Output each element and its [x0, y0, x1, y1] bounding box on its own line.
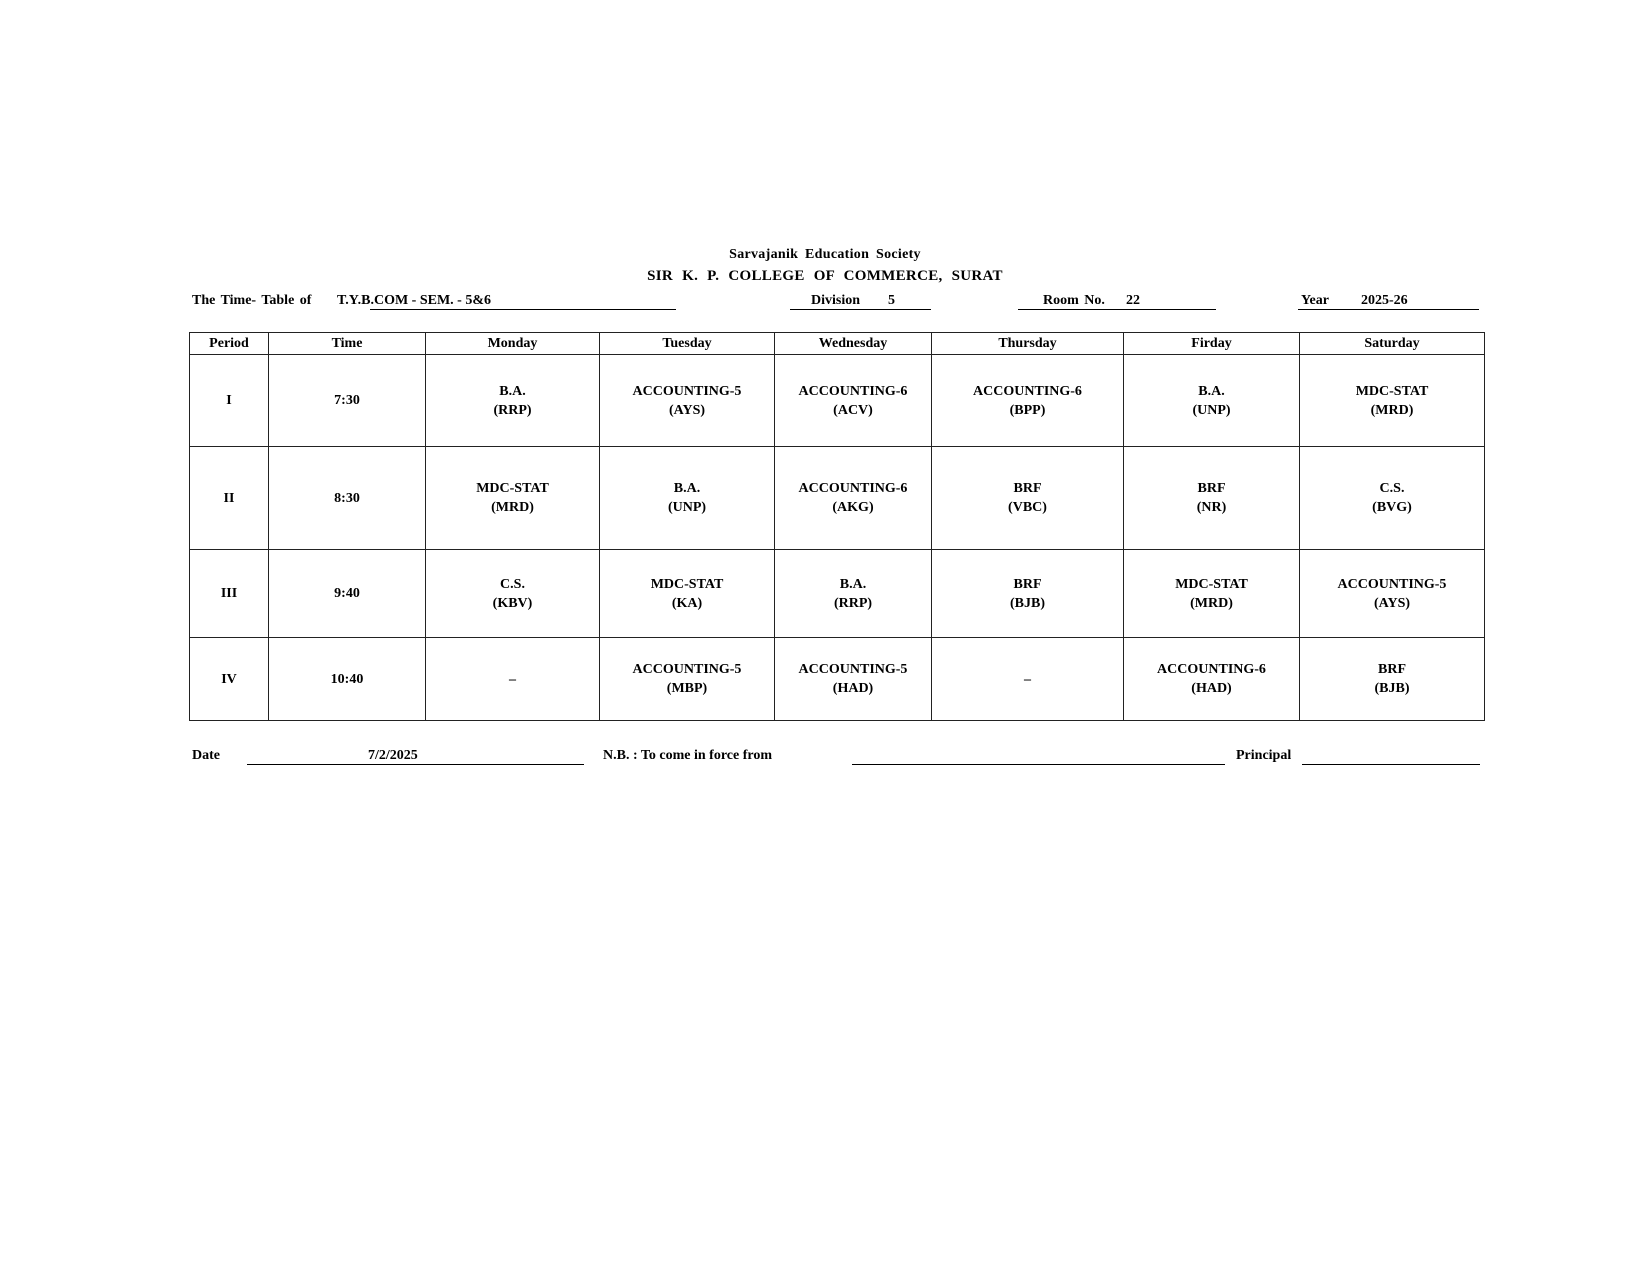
time-cell: 10:40	[269, 638, 426, 721]
timetable-label: The Time- Table of	[192, 293, 312, 308]
schedule-cell	[1124, 447, 1300, 550]
subject: ACCOUNTING-5	[632, 383, 742, 399]
principal-underline	[1302, 764, 1480, 765]
room-value: 22	[1126, 293, 1140, 308]
schedule-cell	[600, 638, 775, 721]
column-header-time: Time	[269, 333, 426, 355]
schedule-cell	[600, 447, 775, 550]
class-underline	[370, 309, 676, 310]
subject: C.S.	[1379, 481, 1405, 496]
table-row	[190, 638, 1485, 721]
subject: ACCOUNTING-5	[798, 662, 908, 677]
subject: BRF	[1013, 481, 1042, 496]
schedule-cell	[600, 355, 775, 447]
faculty: (RRP)	[833, 595, 873, 611]
faculty: (ACV)	[833, 402, 873, 418]
schedule-cell	[1300, 447, 1485, 550]
subject: B.A.	[499, 383, 526, 399]
nb-label: N.B. : To come in force from	[603, 748, 773, 763]
faculty: (MRD)	[1190, 595, 1233, 611]
subject: ACCOUNTING-6	[1157, 662, 1266, 677]
subject: B.A.	[839, 576, 867, 592]
division-label: Division	[811, 293, 861, 308]
date-label: Date	[192, 748, 220, 763]
faculty: (BJB)	[1374, 681, 1410, 696]
table-row	[190, 355, 1485, 447]
subject: ACCOUNTING-6	[973, 383, 1082, 399]
column-header-saturday: Saturday	[1300, 333, 1485, 355]
subject: C.S.	[500, 576, 525, 592]
time-cell: 7:30	[269, 355, 426, 447]
year-label: Year	[1301, 293, 1329, 308]
schedule-cell	[932, 447, 1124, 550]
subject: –	[509, 671, 516, 687]
faculty: (UNP)	[1192, 402, 1231, 418]
schedule-cell	[775, 355, 932, 447]
faculty: (HAD)	[1191, 681, 1232, 696]
schedule-cell	[426, 550, 600, 638]
schedule-cell	[932, 355, 1124, 447]
date-value: 7/2/2025	[368, 748, 418, 763]
column-header-period: Period	[190, 333, 269, 355]
subject: ACCOUNTING-6	[798, 383, 908, 399]
schedule-cell	[1300, 550, 1485, 638]
time-cell: 9:40	[269, 550, 426, 638]
subject: MDC-STAT	[1175, 576, 1248, 592]
faculty: (BPP)	[1009, 402, 1046, 418]
schedule-cell	[1124, 355, 1300, 447]
column-header-monday: Monday	[426, 333, 600, 355]
faculty: (KBV)	[492, 595, 533, 611]
subject: ACCOUNTING-6	[798, 481, 908, 496]
period-cell: IV	[190, 638, 269, 721]
faculty: (MRD)	[491, 500, 534, 515]
period-cell: I	[190, 355, 269, 447]
column-header-thursday: Thursday	[932, 333, 1124, 355]
class-name: T.Y.B.COM - SEM. - 5&6	[337, 293, 491, 308]
subject: MDC-STAT	[650, 576, 724, 592]
schedule-cell	[932, 550, 1124, 638]
faculty: (UNP)	[667, 500, 707, 515]
subject: ACCOUNTING-5	[1337, 576, 1447, 592]
schedule-cell	[426, 447, 600, 550]
date-underline	[247, 764, 584, 765]
column-header-wednesday: Wednesday	[775, 333, 932, 355]
subject: B.A.	[673, 481, 701, 496]
faculty: (AKG)	[832, 500, 874, 515]
schedule-cell	[1300, 355, 1485, 447]
subject: MDC-STAT	[476, 481, 549, 496]
subject: BRF	[1378, 662, 1406, 677]
table-row	[190, 550, 1485, 638]
faculty: (HAD)	[832, 681, 874, 696]
schedule-cell	[775, 638, 932, 721]
subject: BRF	[1013, 576, 1042, 592]
schedule-cell	[1300, 638, 1485, 721]
division-value: 5	[888, 293, 895, 308]
society-name: Sarvajanik Education Society	[729, 247, 921, 262]
faculty: (KA)	[671, 595, 703, 611]
faculty: (BVG)	[1372, 500, 1412, 515]
faculty: (VBC)	[1008, 500, 1047, 515]
column-header-friday: Firday	[1124, 333, 1300, 355]
schedule-cell	[1124, 638, 1300, 721]
principal-label: Principal	[1236, 748, 1292, 763]
college-name: SIR K. P. COLLEGE OF COMMERCE, SURAT	[647, 268, 1003, 284]
schedule-cell	[600, 550, 775, 638]
period-cell: III	[190, 550, 269, 638]
schedule-cell	[775, 447, 932, 550]
year-underline	[1298, 309, 1479, 310]
period-cell: II	[190, 447, 269, 550]
schedule-cell	[426, 355, 600, 447]
schedule-cell	[1124, 550, 1300, 638]
time-cell: 8:30	[269, 447, 426, 550]
subject: MDC-STAT	[1355, 383, 1429, 399]
division-underline	[790, 309, 931, 310]
year-value: 2025-26	[1361, 293, 1408, 308]
faculty: (BJB)	[1010, 595, 1045, 611]
faculty: (MRD)	[1370, 402, 1414, 418]
schedule-cell	[932, 638, 1124, 721]
faculty: (NR)	[1196, 500, 1227, 515]
subject: –	[1024, 671, 1031, 687]
subject: B.A.	[1198, 383, 1225, 399]
nb-underline	[852, 764, 1225, 765]
subject: ACCOUNTING-5	[632, 662, 742, 677]
schedule-cell	[775, 550, 932, 638]
room-label: Room No.	[1043, 293, 1105, 308]
faculty: (RRP)	[493, 402, 532, 418]
faculty: (AYS)	[1373, 595, 1411, 611]
table-header-row	[190, 333, 1485, 355]
room-underline	[1018, 309, 1216, 310]
faculty: (MBP)	[666, 681, 708, 696]
faculty: (AYS)	[668, 402, 706, 418]
table-row	[190, 447, 1485, 550]
schedule-cell	[426, 638, 600, 721]
timetable-grid	[189, 332, 1485, 721]
subject: BRF	[1197, 481, 1226, 496]
column-header-tuesday: Tuesday	[600, 333, 775, 355]
